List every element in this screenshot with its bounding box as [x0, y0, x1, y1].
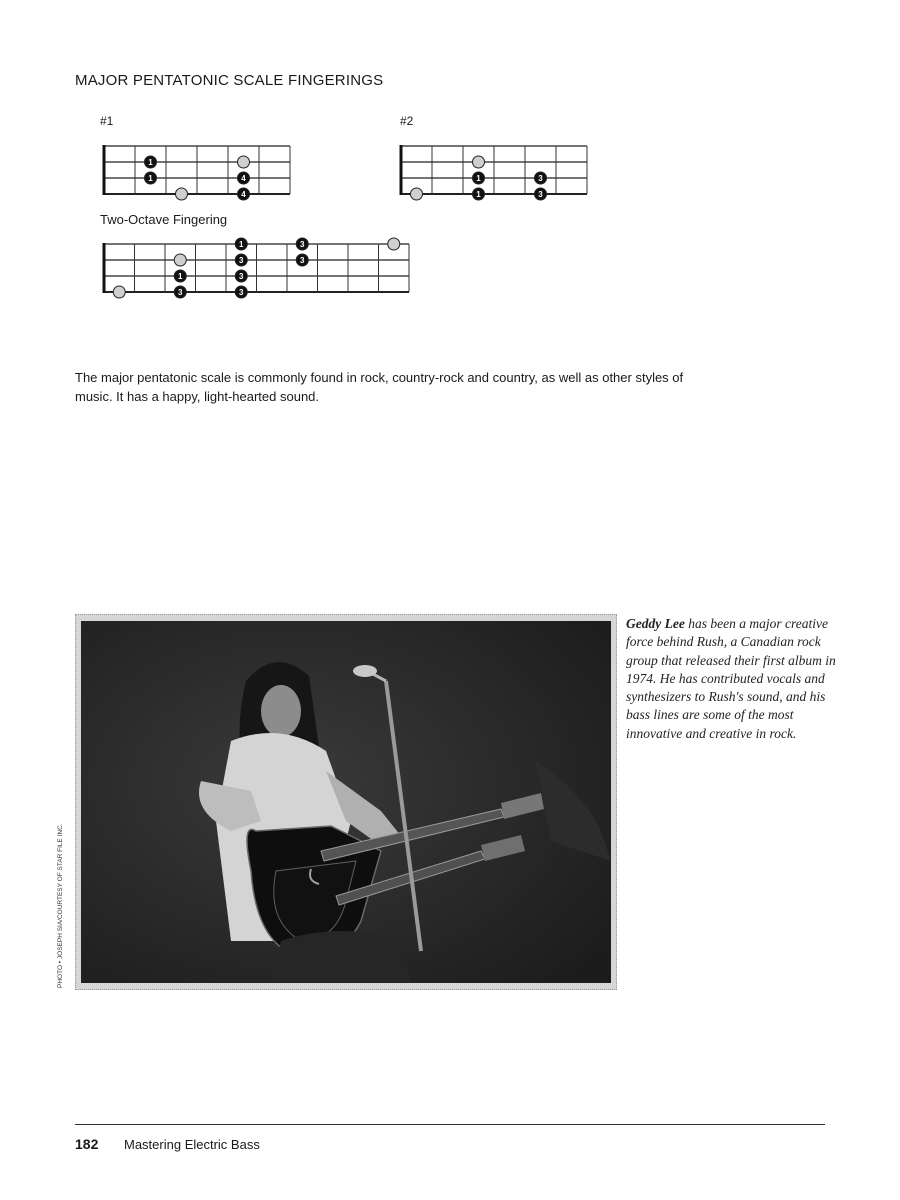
finger-dot [296, 254, 308, 266]
caption-text: has been a major creative force behind Rush, a Canadian rock group that released their first album in 1974. He has contributed vocals and synthesizers to Rush's sound, and his bass lines are some of the most innovative and creative in rock. [626, 616, 836, 741]
photo-credit: PHOTO • JOSEPH SIA/COURTESY OF STAR FILE INC. [57, 823, 64, 988]
finger-dot [235, 254, 247, 266]
finger-dot [238, 188, 250, 200]
book-title: Mastering Electric Bass [124, 1137, 260, 1152]
diagram-1-label: #1 [100, 114, 114, 128]
finger-dot [535, 188, 547, 200]
finger-dot [238, 172, 250, 184]
finger-number: 1 [148, 174, 153, 183]
finger-number: 3 [538, 190, 543, 199]
page-number: 182 [75, 1136, 99, 1152]
finger-number: 3 [239, 288, 244, 297]
performer-photo [81, 621, 611, 983]
finger-number: 1 [178, 272, 183, 281]
body-paragraph: The major pentatonic scale is commonly found in rock, country-rock and country, as well as other styles of music. It has a happy, light-hearted sound. [75, 370, 684, 404]
finger-number: 3 [300, 240, 305, 249]
finger-number: 4 [241, 190, 246, 199]
fretboard-diagram-1 [100, 140, 300, 199]
page-heading: MAJOR PENTATONIC SCALE FINGERINGS [75, 72, 384, 89]
finger-number: 3 [300, 256, 305, 265]
finger-number: 1 [476, 190, 481, 199]
root-note-dot [411, 188, 423, 200]
finger-number: 3 [538, 174, 543, 183]
finger-number: 3 [239, 272, 244, 281]
diagram-2-label: #2 [400, 114, 414, 128]
footer-divider [75, 1124, 825, 1125]
finger-number: 3 [178, 288, 183, 297]
finger-dot [235, 270, 247, 282]
caption-name: Geddy Lee [626, 616, 685, 631]
finger-number: 4 [241, 174, 246, 183]
finger-dot [473, 188, 485, 200]
root-note-dot [174, 254, 186, 266]
finger-number: 1 [476, 174, 481, 183]
finger-number: 1 [239, 240, 244, 249]
root-note-dot [238, 156, 250, 168]
finger-dot [235, 238, 247, 250]
finger-dot [296, 238, 308, 250]
photo-frame [75, 614, 617, 990]
photo-caption [626, 615, 836, 743]
fretboard-diagram-2 [397, 140, 597, 199]
root-note-dot [473, 156, 485, 168]
finger-dot [174, 286, 186, 298]
finger-dot [174, 270, 186, 282]
root-note-dot [113, 286, 125, 298]
finger-number: 3 [239, 256, 244, 265]
finger-dot [535, 172, 547, 184]
finger-dot [473, 172, 485, 184]
finger-number: 1 [148, 158, 153, 167]
root-note-dot [388, 238, 400, 250]
fretboard-diagram-3 [100, 238, 420, 298]
root-note-dot [176, 188, 188, 200]
diagram-3-label: Two-Octave Fingering [100, 212, 228, 227]
finger-dot [235, 286, 247, 298]
finger-dot [145, 172, 157, 184]
finger-dot [145, 156, 157, 168]
